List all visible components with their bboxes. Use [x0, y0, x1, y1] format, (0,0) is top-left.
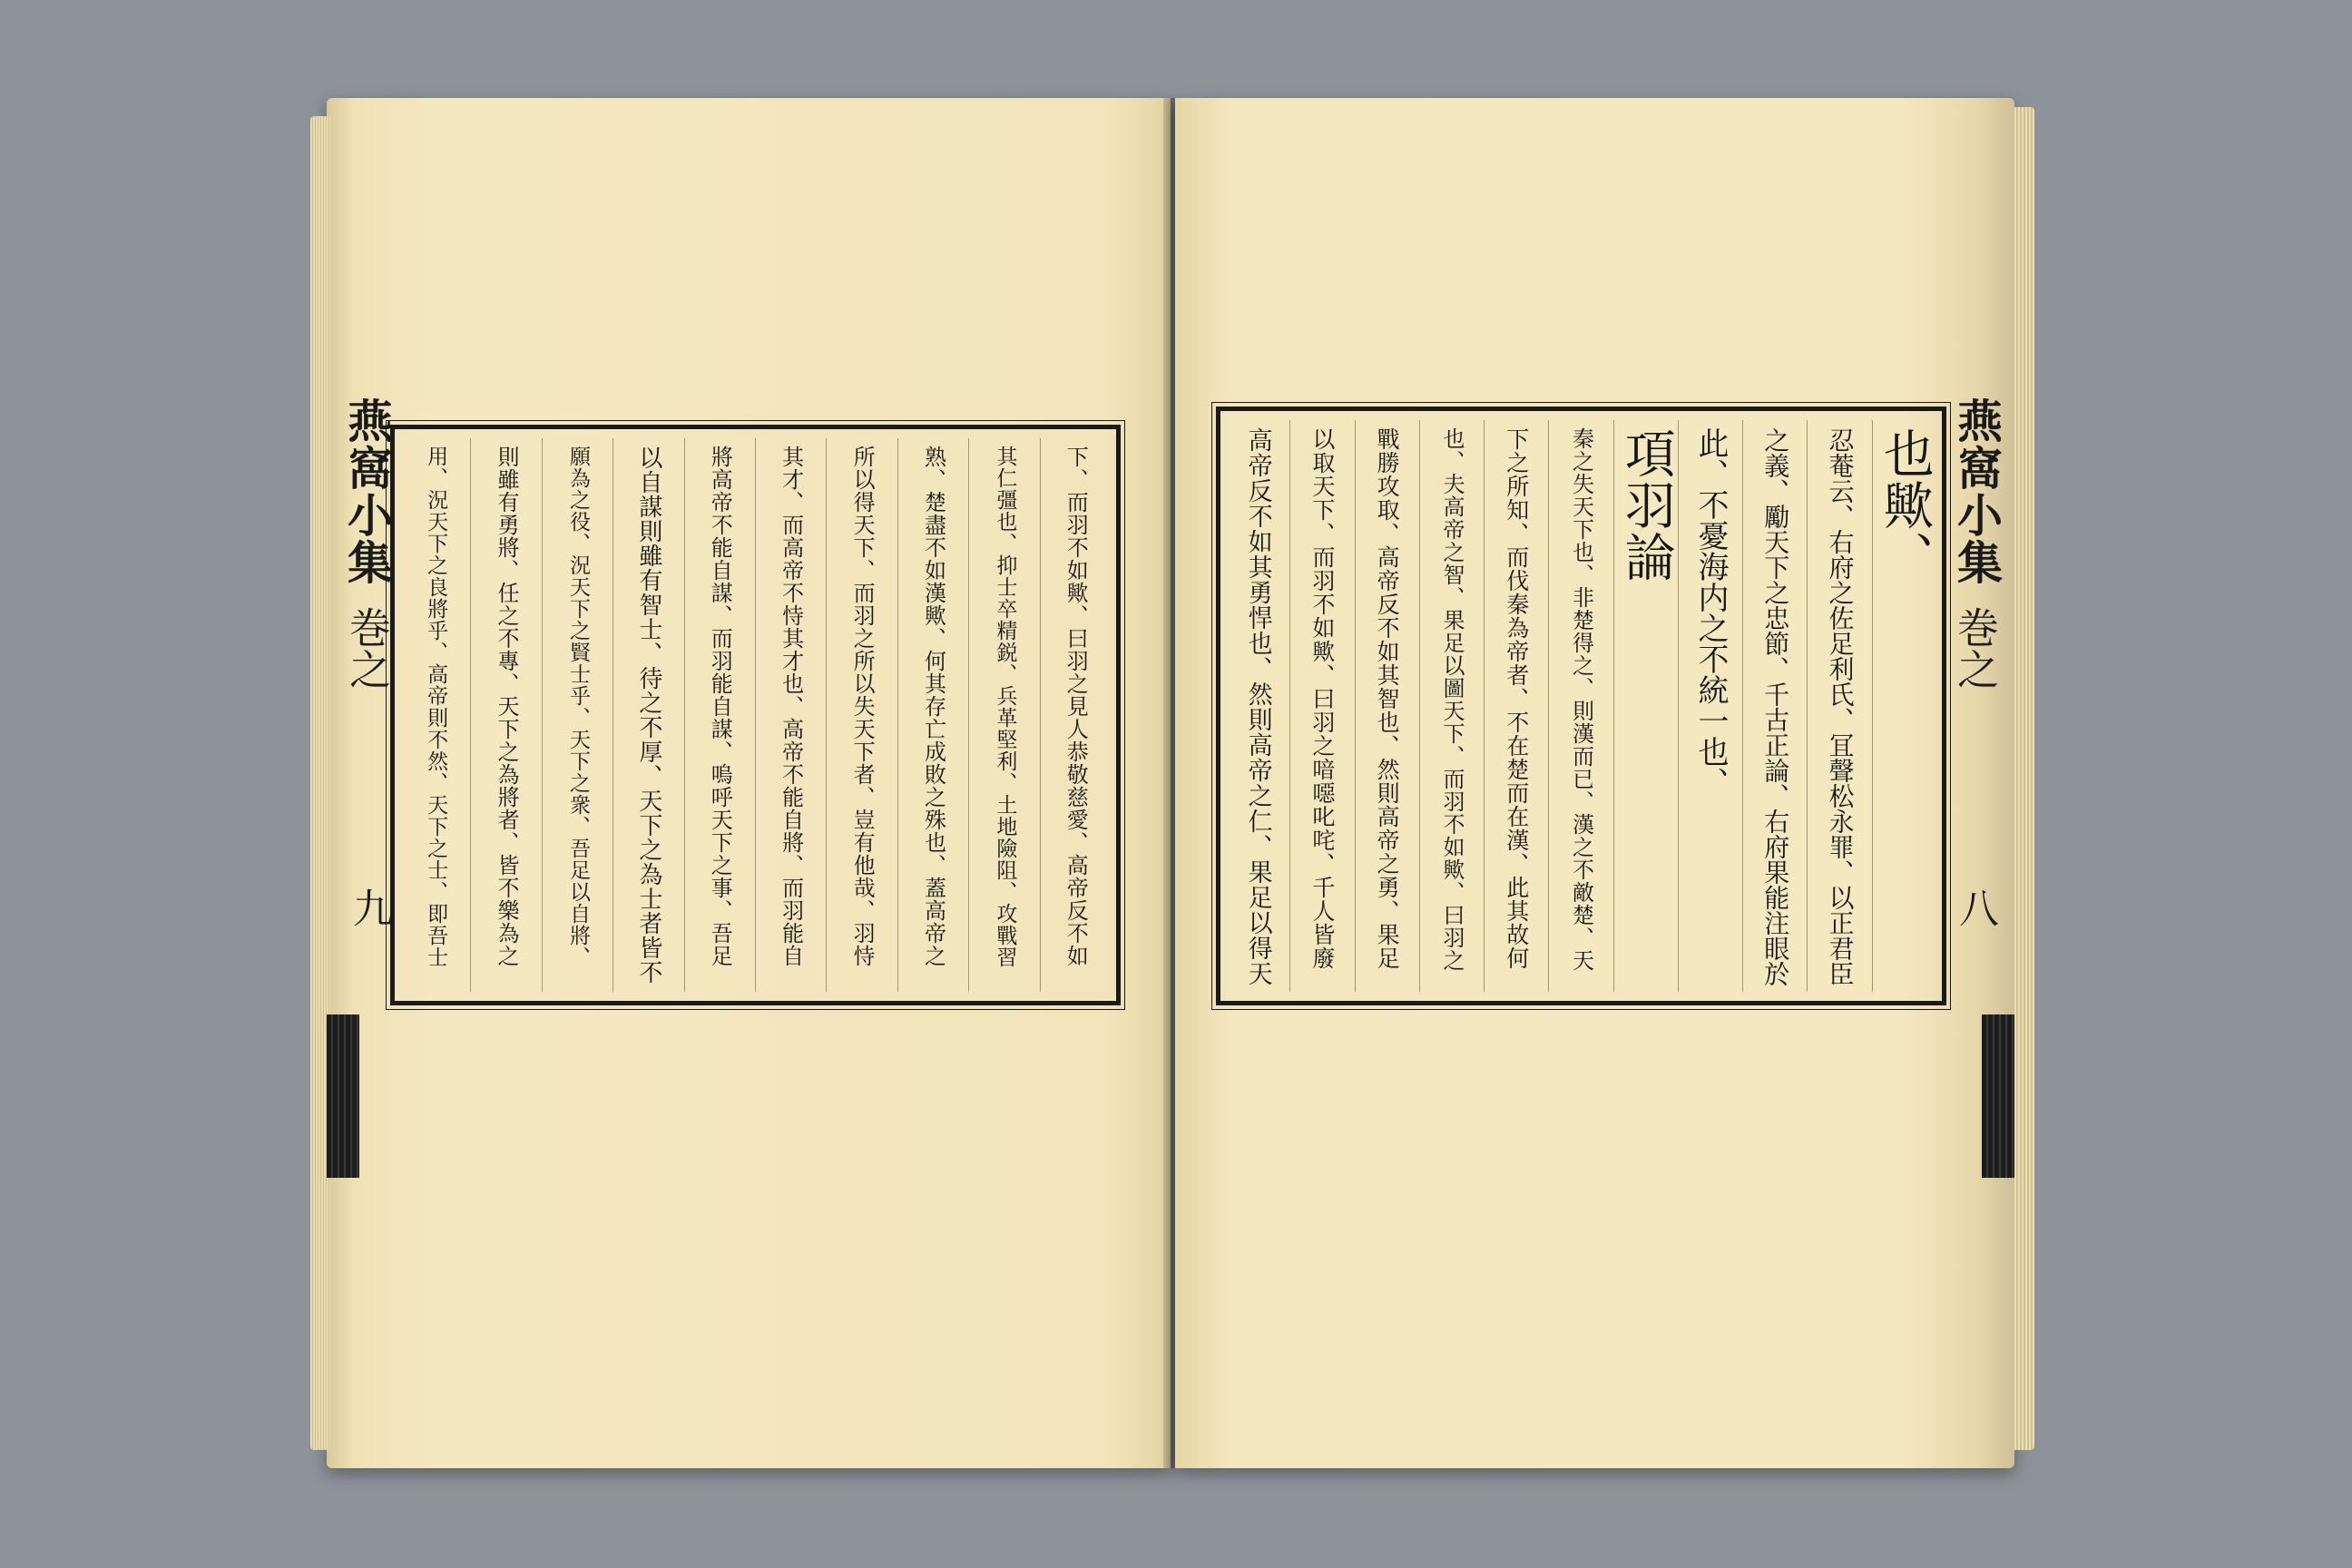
left-fold-title: 燕窩小集: [340, 397, 394, 586]
right-fold-mark: [1982, 1014, 2014, 1178]
text-column: 熟、楚盡不如漢歟、何其存亡成敗之殊也、蓋高帝之: [897, 438, 968, 992]
text-column: 此、不憂海内之不統一也、: [1678, 420, 1742, 992]
text-column: 以取天下、而羽不如歟、曰羽之喑噁叱咤、千人皆廢: [1289, 420, 1354, 992]
right-page: [1175, 98, 2014, 1468]
text-column: 也、夫高帝之智、果足以圖天下、而羽不如歟、曰羽之: [1419, 420, 1484, 992]
text-column: 高帝反不如其勇悍也、然則高帝之仁、果足以得天: [1243, 427, 1272, 986]
left-volume-label: 巻之: [343, 606, 392, 690]
text-column: 將高帝不能自謀、而羽能自謀、嗚呼天下之事、吾足: [684, 438, 755, 992]
text-column: 則雖有勇將、任之不專、天下之為將者、皆不樂為之: [470, 438, 541, 992]
text-column: 用、況天下之良將乎、高帝則不然、天下之士、即吾士: [424, 446, 448, 968]
right-page-number: 八: [1952, 887, 1998, 927]
left-page-edge: [310, 116, 330, 1450]
text-column: 下之所知、而伐秦為帝者、不在楚而在漢、此其故何: [1484, 420, 1548, 992]
right-text-columns: [1226, 420, 1936, 992]
text-column: 其仁彊也、抑士卒精鋭、兵革堅利、土地險阻、攻戰習: [968, 438, 1039, 992]
right-page-edge: [2013, 107, 2034, 1450]
text-column: 秦之失天下也、非楚得之、則漢而已、漢之不敵楚、天: [1548, 420, 1612, 992]
text-column: 下、而羽不如歟、曰羽之見人恭敬慈愛、高帝反不如: [1040, 438, 1111, 992]
left-text-frame: [390, 425, 1121, 1005]
right-fold-title: 燕窩小集: [1950, 397, 2004, 586]
right-text-frame: [1216, 407, 1946, 1005]
left-text-columns: [400, 438, 1111, 992]
text-column: 忍菴云、右府之佐足利氏、冝聲松永罪、以正君臣: [1807, 420, 1871, 992]
left-page: [327, 98, 1171, 1468]
text-column: 也歟、: [1872, 420, 1936, 992]
text-column: 戰勝攻取、高帝反不如其智也、然則高帝之勇、果足: [1355, 420, 1419, 992]
text-column: 其才、而高帝不恃其才也、高帝不能自將、而羽能自: [755, 438, 826, 992]
text-column: 所以得天下、而羽之所以失天下者、豈有他哉、羽恃: [826, 438, 897, 992]
right-volume-label: 巻之: [1951, 606, 2000, 690]
text-column: 之義、勵天下之忠節、千古正論、右府果能注眼於: [1742, 420, 1807, 992]
left-page-number: 九: [346, 887, 392, 927]
text-column: 以自謀則雖有智士、待之不厚、天下之為士者皆不: [612, 438, 683, 992]
text-column: 願為之役、況天下之賢士乎、天下之衆、吾足以自將、: [542, 438, 612, 992]
open-book: [327, 98, 2014, 1468]
text-column: 項羽論: [1613, 420, 1678, 992]
left-fold-mark: [327, 1014, 359, 1178]
